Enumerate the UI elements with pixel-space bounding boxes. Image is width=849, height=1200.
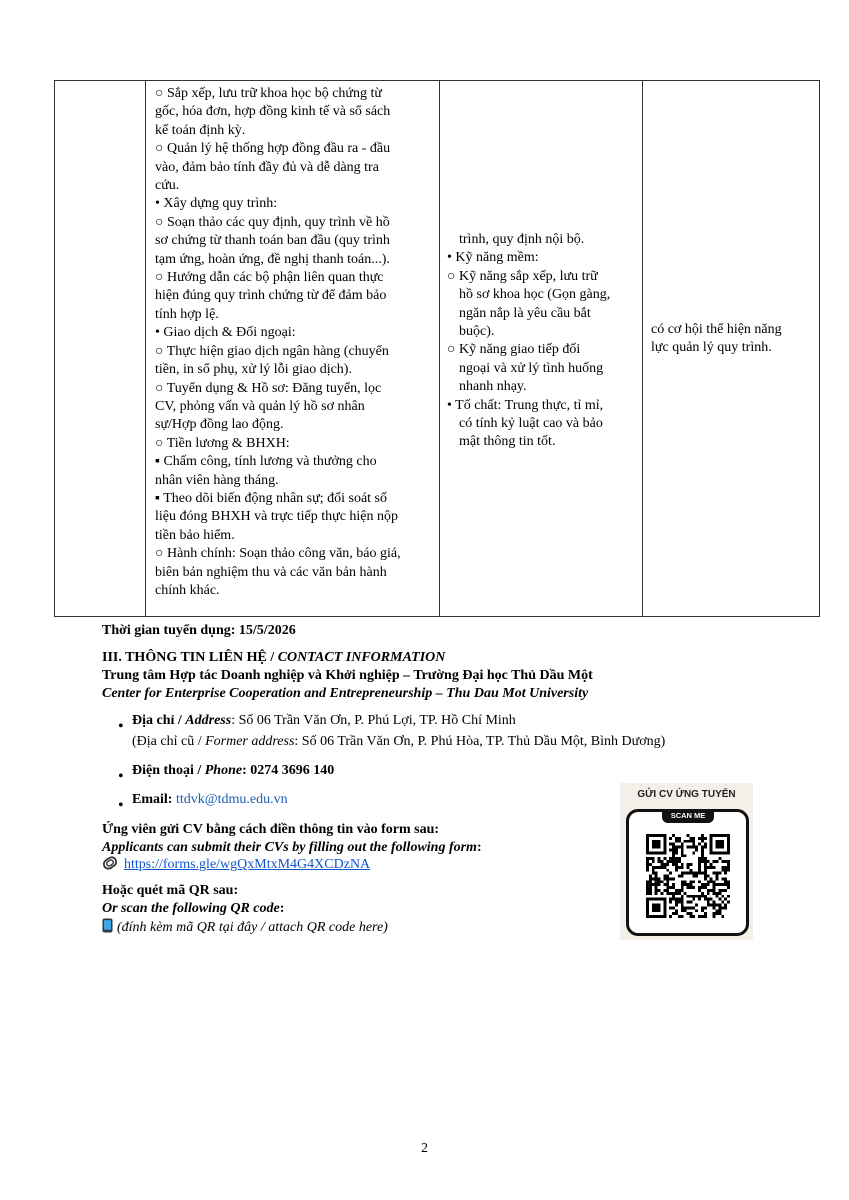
address-label-en: Address [185, 713, 232, 728]
text-line: CV, phỏng vấn và quản lý hồ sơ nhân [155, 398, 365, 414]
apply-line-en-text: Applicants can submit their CVs by filling out the following form [102, 840, 477, 855]
bullet-icon [118, 797, 126, 805]
apply-line-vi: Ứng viên gửi CV bằng cách điền thông tin vào form sau: [102, 822, 440, 837]
text-line: liệu đóng BHXH và trực tiếp thực hiện nộp [155, 509, 399, 525]
text-line: ngăn nắp là yêu cầu bắt [459, 305, 591, 321]
page-number: 2 [421, 1141, 428, 1156]
qr-card-title: GỬI CV ỨNG TUYỂN [637, 789, 736, 800]
skills-text [440, 81, 642, 452]
contact-heading-vi: III. THÔNG TIN LIÊN HỆ / [102, 650, 278, 665]
text-line: buộc). [459, 324, 495, 340]
paperclip-icon [102, 856, 118, 870]
table-row [55, 81, 820, 617]
qr-note: (đính kèm mã QR tại đây / attach QR code here) [117, 920, 388, 935]
text-line: hiện đúng quy trình chứng từ để đảm bảo [155, 288, 387, 304]
text-line: tiền, in sổ phụ, xử lý lỗi giao dịch). [155, 362, 352, 378]
table-cell-empty [55, 81, 146, 617]
text-line: ○ Sắp xếp, lưu trữ khoa học bộ chứng từ [155, 86, 382, 101]
text-line: biên bản nghiệm thu và các văn bản hành [155, 564, 387, 580]
text-line: • Tố chất: Trung thực, tỉ mỉ, [447, 397, 604, 413]
text-line: ▪ Chấm công, tính lương và thưởng cho [155, 454, 377, 470]
qr-frame [626, 809, 749, 936]
text-line: ○ Quản lý hệ thống hợp đồng đầu ra - đầu [155, 141, 391, 157]
qr-line-en [102, 900, 284, 918]
email-link[interactable]: ttdvk@tdmu.edu.vn [175, 792, 288, 807]
text-line: • Xây dựng quy trình: [155, 196, 278, 212]
address-line [132, 712, 516, 730]
text-line: ○ Soạn thảo các quy định, quy trình về hồ [155, 214, 390, 230]
old-address-pre: (Địa chỉ cũ / [132, 734, 206, 749]
text-line: ○ Kỹ năng sắp xếp, lưu trữ [447, 268, 598, 284]
address-value: : Số 06 Trần Văn Ơn, P. Phú Lợi, TP. Hồ Chí Minh [231, 713, 516, 728]
text-line: ○ Tiền lương & BHXH: [155, 435, 290, 451]
benefits-text [643, 81, 819, 358]
text-line: ○ Hành chính: Soạn thảo công văn, báo giá, [155, 546, 401, 562]
bullet-icon [118, 768, 126, 776]
text-line: hồ sơ khoa học (Gọn gàng, [459, 287, 611, 303]
table-cell-benefits [643, 81, 820, 617]
phone-label-vi: Điện thoại / [132, 763, 205, 778]
contact-heading [102, 649, 445, 667]
qr-card [620, 783, 753, 940]
text-line: chính khác. [155, 582, 220, 598]
text-line: ○ Hướng dẫn các bộ phận liên quan thực [155, 270, 384, 286]
text-line: sự/Hợp đồng lao động. [155, 417, 284, 433]
text-line: ▪ Theo dõi biến động nhân sự; đối soát số [155, 490, 387, 506]
phone-value: : 0274 3696 140 [242, 763, 335, 778]
qr-code[interactable] [646, 834, 730, 918]
text-line: lực quản lý quy trình. [651, 340, 772, 356]
table-cell-skills [440, 81, 643, 617]
phone-line [132, 762, 334, 780]
contact-heading-en: CONTACT INFORMATION [277, 650, 446, 665]
email-line [132, 791, 288, 809]
text-line: ○ Kỹ năng giao tiếp đối [447, 342, 581, 358]
text-line: trình, quy định nội bộ. [459, 232, 585, 247]
qr-line-en-text: Or scan the following QR code [102, 901, 280, 916]
text-line: nhân viên hàng tháng. [155, 472, 279, 488]
text-line: mật thông tin tốt. [459, 434, 556, 450]
qr-line-en-colon: : [279, 901, 285, 916]
text-line: kế toán định kỳ. [155, 122, 246, 138]
text-line: tiền bảo hiểm. [155, 527, 235, 543]
address-label-vi: Địa chỉ / [132, 713, 186, 728]
bullet-icon [118, 718, 126, 726]
old-address-line [132, 733, 665, 751]
text-line: sơ chứng từ thanh toán ban đầu (quy trình [155, 233, 390, 249]
qr-note-line [102, 918, 388, 937]
form-link[interactable]: https://forms.gle/wgQxMtxM4G4XCDzNA [124, 857, 371, 872]
job-table [54, 80, 820, 617]
text-line: vào, đảm bảo tính đầy đủ và dễ dàng tra [155, 159, 379, 175]
text-line: nhanh nhạy. [459, 379, 527, 395]
duties-text [146, 81, 439, 616]
text-line: • Kỹ năng mềm: [447, 250, 539, 266]
old-address-value: : Số 06 Trần Văn Ơn, P. Phú Hòa, TP. Thủ Dầu Một, Bình Dương) [294, 734, 666, 749]
org-name-en: Center for Enterprise Cooperation and Entrepreneurship – Thu Dau Mot University [102, 686, 589, 701]
text-line: tính hợp lệ. [155, 306, 219, 322]
org-name-vi: Trung tâm Hợp tác Doanh nghiệp và Khởi nghiệp – Trường Đại học Thủ Dầu Một [102, 668, 593, 683]
apply-line-en-colon: : [476, 840, 482, 855]
text-line: ○ Tuyển dụng & Hồ sơ: Đăng tuyển, lọc [155, 380, 382, 396]
phone-label-en: Phone [204, 763, 243, 778]
apply-line-en [102, 839, 482, 857]
text-line: cứu. [155, 178, 180, 194]
text-line: gốc, hóa đơn, hợp đồng kinh tế và sổ sách [155, 104, 391, 120]
form-link-line [102, 856, 370, 874]
text-line: có cơ hội thể hiện năng [651, 322, 782, 337]
text-line: tạm ứng, hoàn ứng, đề nghị thanh toán...). [155, 251, 390, 267]
text-line: ○ Thực hiện giao dịch ngân hàng (chuyển [155, 343, 389, 359]
text-line: • Giao dịch & Đối ngoại: [155, 325, 296, 341]
qr-line-vi: Hoặc quét mã QR sau: [102, 883, 239, 898]
scan-me-tab: SCAN ME [662, 809, 714, 823]
table-cell-duties [146, 81, 440, 617]
phone-icon [102, 918, 113, 933]
email-label: Email: [132, 792, 176, 807]
text-line: có tính kỷ luật cao và bảo [459, 416, 603, 432]
text-line: ngoại và xử lý tình huống [459, 360, 604, 376]
recruit-time: Thời gian tuyển dụng: 15/5/2026 [102, 623, 296, 638]
old-address-label: Former address [205, 734, 295, 749]
